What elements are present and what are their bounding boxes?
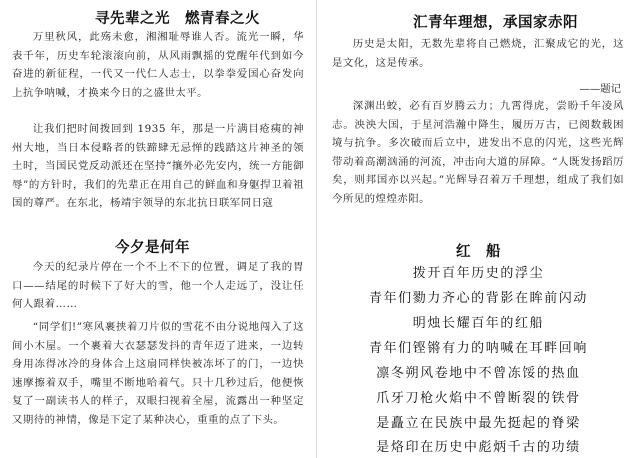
article3-title: 汇青年理想，承国家赤阳 [413, 14, 578, 31]
article2-paragraph: “同学们!”寒风裹挟着刀片似的雪花不由分说地闯入了这间小木屋。一个裹着大衣瑟瑟发抖的青年迈了进来，一边转身用冻得冰冷的身体合上这扇同样快被冻坏了的门，一边快速摩擦着双手，嘴里不断地哈着气。只十几秒过后，他便恢复了一副读书人的样子，双眼扫视着全屋，流露出一种坚定又期待的神情，像是下定了某种决心，重重的点了下头。 [12, 321, 304, 426]
poem-line: 是烙印在历史中彪炳千古的功绩 [376, 440, 581, 455]
poem-title: 红 船 [456, 243, 501, 260]
right-column [318, 0, 639, 458]
article1-paragraph: 万里秋风，此殇未愈，湘湘耻辱谁人否。流光一瞬，华表千年，历史车轮滚滚向前，从风雨飘摇的党醒年代到如今奋进的新征程，一代又一代仁人志士，以拳拳爱国心奋发向上抗争呐喊，才换来今日的之盛世太平。 [12, 31, 304, 99]
article3-signature: ——题记 [579, 83, 621, 95]
poem-line: 明烛长耀百年的红船 [412, 316, 545, 331]
poem-line: 青年们勠力齐心的背影在眸前闪动 [368, 291, 588, 306]
column-divider [316, 0, 317, 458]
poem-line: 是矗立在民族中最先挺起的脊梁 [376, 416, 581, 431]
poem-line: 凛冬朔风卷地中不曾冻馁的热血 [376, 366, 581, 381]
poem-line: 爪牙刀枪火焰中不曾断裂的铁骨 [376, 391, 581, 406]
article3-intro: 历史是太阳，无数先辈将自己燃烧，汇聚成它的光，这是文化，这是传承。 [332, 38, 624, 69]
article3-paragraph: 深渊出蛟，必有百岁腾云力；九霄得虎，尝盼千年凌风志。泱泱大国，于星河浩瀚中降生，履历万古，已阅数载困境与抗争。多次破而后立中，进发出不息的闪光，这些光辉带动着高潮汹涌的河流，冲击向大道的屏障。“人既发扬蹈厉矣，则邦国亦以兴起。”光辉导召着万千理想，组成了我们如今所见的煌煌赤阳。 [332, 100, 624, 205]
article2-paragraph: 今天的纪录片停在一个不上不下的位置，调足了我的胃口——结尾的时候下了好大的雪，他一个人走远了，没让任何人跟着…… [12, 261, 304, 311]
left-column [0, 0, 315, 458]
article1-title: 寻先辈之光 燃青春之火 [95, 10, 260, 27]
poem-line: 青年们铿锵有力的呐喊在耳畔回响 [368, 341, 588, 356]
article1-paragraph: 让我们把时间拨回到 1935 年，那是一片满目疮痍的神州大地，当日本侵略者的铁蹄肆无忌惮的践踏这片神圣的领土时，当国民党反动派还在坚持“攘外必先安内，统一方能御辱”的方针时，我们的先辈正在用自己的鲜血和身躯捍卫着祖国的尊严。在东北，杨靖宇领导的东北抗日联军同日寇 [12, 123, 304, 210]
poem-line: 拨开百年历史的浮尘 [412, 266, 545, 281]
article2-title: 今夕是何年 [115, 239, 190, 256]
